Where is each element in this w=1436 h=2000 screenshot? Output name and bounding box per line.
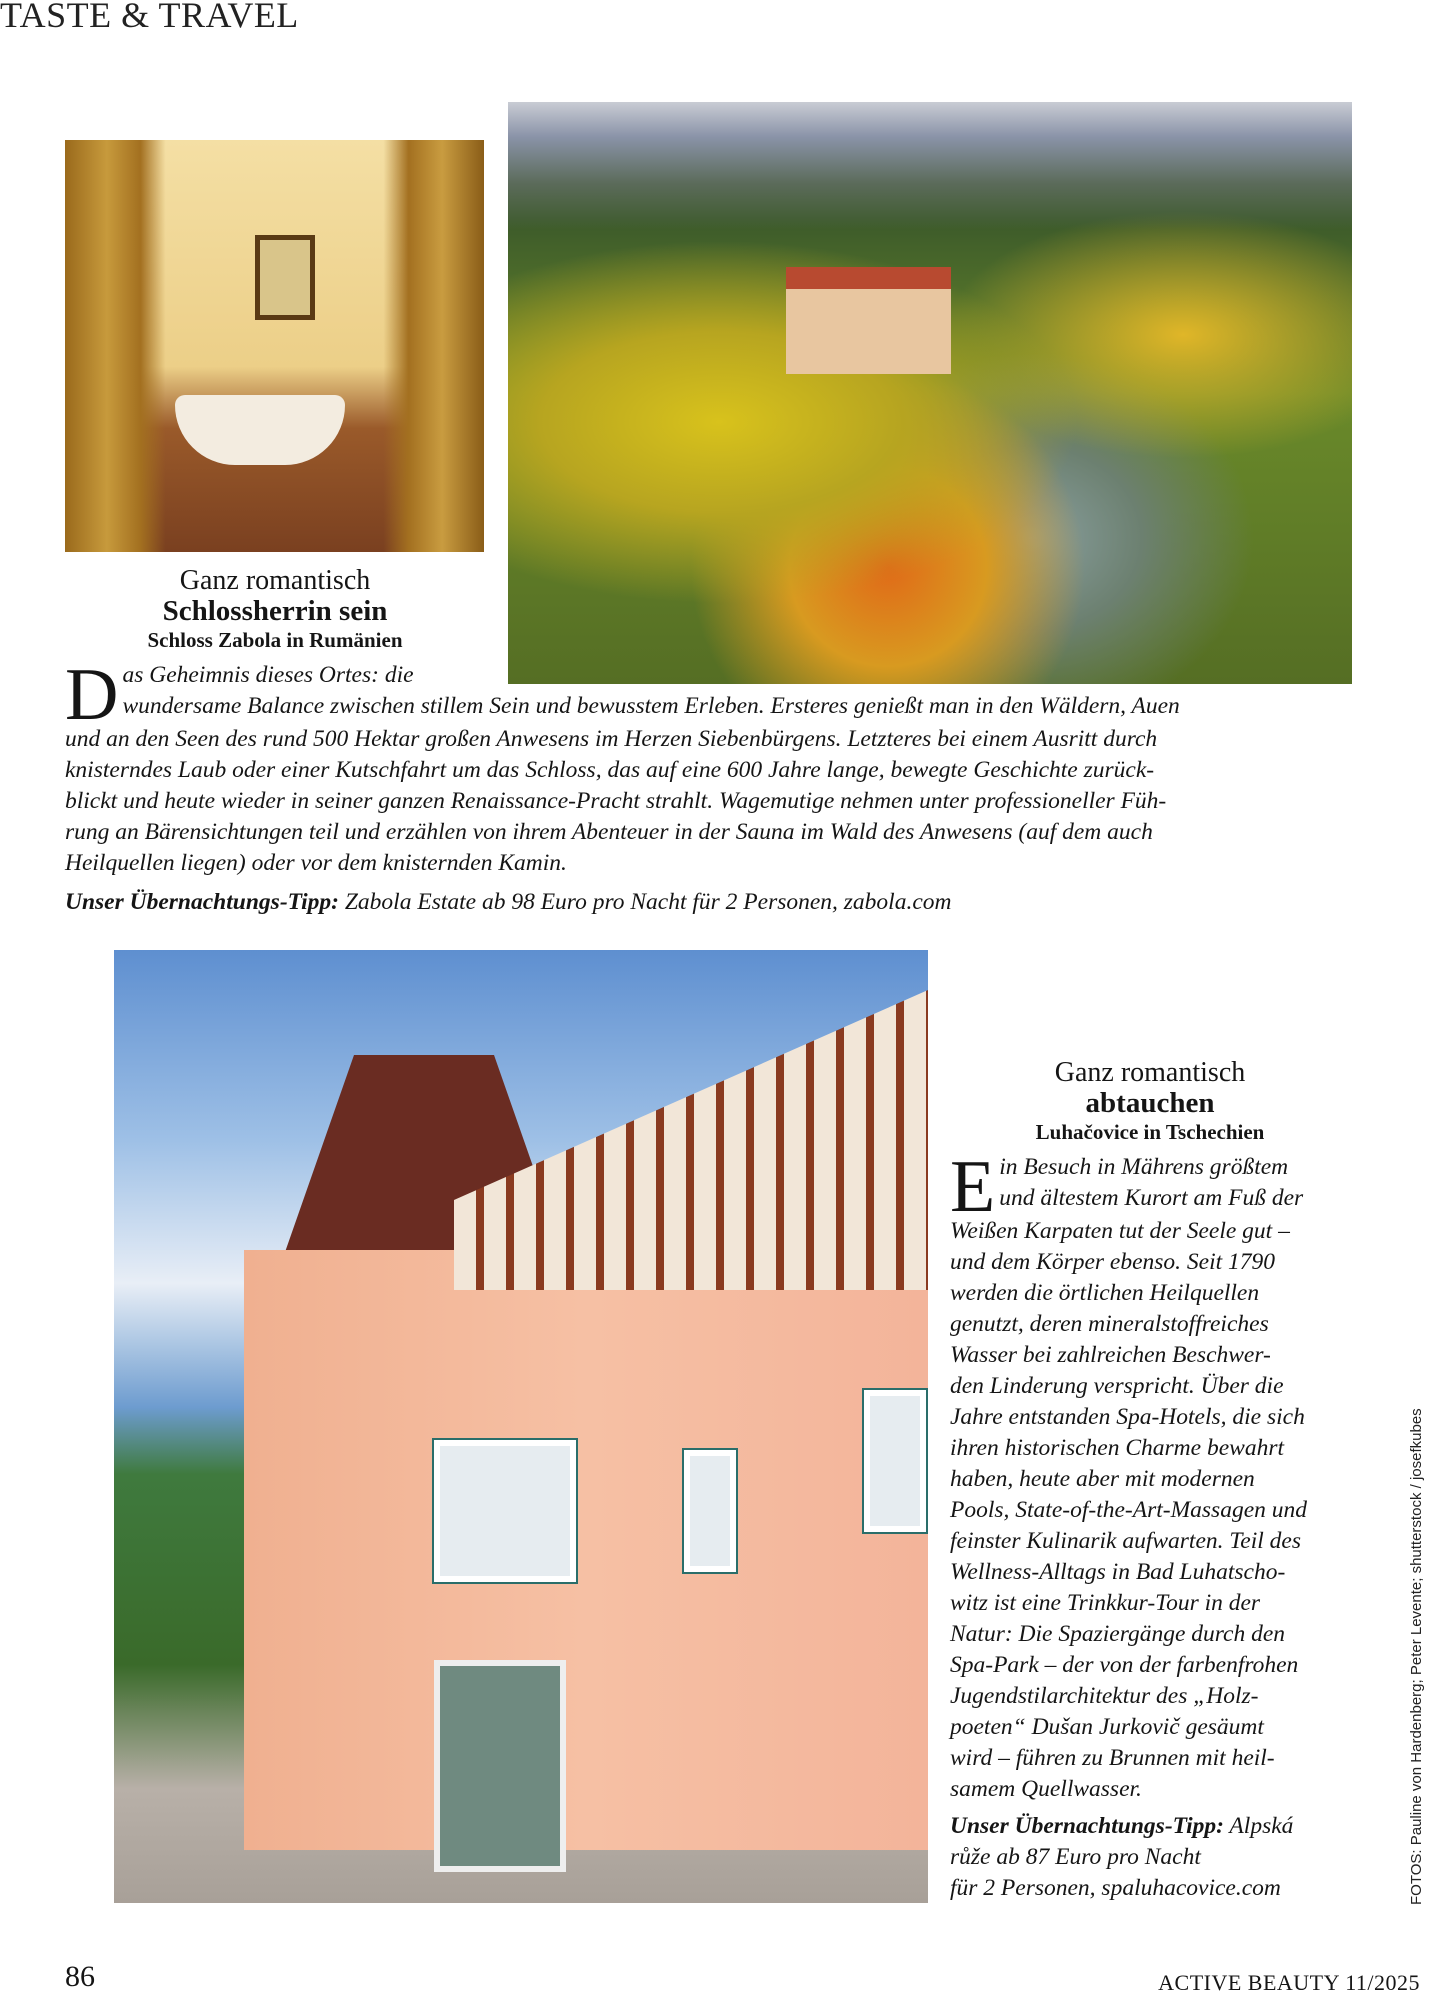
article2-title: abtauchen bbox=[1085, 1087, 1215, 1119]
article1-kicker: Ganz romantisch bbox=[179, 565, 371, 596]
text-line: Wellness-Alltags in Bad Luhatscho- bbox=[950, 1559, 1286, 1585]
text-line: witz ist eine Trinkkur-Tour in der bbox=[950, 1590, 1261, 1616]
text-line: den Linderung verspricht. Über die bbox=[950, 1373, 1284, 1399]
drop-cap: E bbox=[950, 1146, 996, 1228]
text-line: Natur: Die Spaziergänge durch den bbox=[950, 1621, 1286, 1647]
text-line: Jugendstilarchitektur des „Holz- bbox=[950, 1683, 1259, 1709]
castle-landscape-photo bbox=[508, 102, 1352, 684]
text-line: und an den Seen des rund 500 Hektar großen Anwesens im Herzen Siebenbürgens. Letzteres bei einem Ausritt durch bbox=[65, 726, 1158, 752]
article1-body bbox=[65, 654, 1365, 918]
article1-subtitle: Schloss Zabola in Rumänien bbox=[147, 628, 403, 652]
text-line: Pools, State-of-the-Art-Massagen und bbox=[950, 1497, 1308, 1523]
text-line: genutzt, deren mineralstoffreiches bbox=[950, 1311, 1269, 1337]
article2-subtitle: Luhačovice in Tschechien bbox=[1035, 1120, 1265, 1144]
text-line: ihren historischen Charme bewahrt bbox=[950, 1435, 1284, 1461]
page-number: 86 bbox=[65, 1960, 95, 1993]
text-line: wird – führen zu Brunnen mit heil- bbox=[950, 1745, 1275, 1771]
text-line: in Besuch in Mährens größtem bbox=[999, 1154, 1289, 1180]
text-line: Weißen Karpaten tut der Seele gut – bbox=[950, 1218, 1290, 1244]
tip-label: Unser Übernachtungs-Tipp: bbox=[950, 1813, 1224, 1839]
tip-text: für 2 Personen, spaluhacovice.com bbox=[950, 1875, 1281, 1901]
article1-tip bbox=[65, 887, 1365, 918]
text-line: und ältestem Kurort am Fuß der bbox=[999, 1185, 1304, 1211]
text-line: as Geheimnis dieses Ortes: die bbox=[122, 662, 414, 688]
text-line: Spa-Park – der von der farbenfrohen bbox=[950, 1652, 1299, 1678]
text-line: werden die örtlichen Heilquellen bbox=[950, 1280, 1260, 1306]
text-line: feinster Kulinarik aufwarten. Teil des bbox=[950, 1528, 1301, 1554]
drop-cap: D bbox=[65, 654, 119, 736]
text-line: Jahre entstanden Spa-Hotels, die sich bbox=[950, 1404, 1305, 1430]
text-line: haben, heute aber mit modernen bbox=[950, 1466, 1255, 1492]
text-line: rung an Bärensichtungen teil und erzählen von ihrem Abenteuer in der Sauna im Wald des Anwesens (auf dem auch bbox=[65, 819, 1153, 845]
spa-hotel-photo bbox=[114, 950, 928, 1903]
magazine-issue: ACTIVE BEAUTY 11/2025 bbox=[1158, 1970, 1420, 1995]
article1-title: Schlossherrin sein bbox=[162, 595, 388, 627]
text-line: knisterndes Laub oder einer Kutschfahrt um das Schloss, das auf eine 600 Jahre lange, bewegte Geschichte zurück- bbox=[65, 757, 1155, 783]
article2-tip bbox=[950, 1811, 1350, 1904]
article2-body bbox=[950, 1146, 1350, 1904]
bathroom-photo bbox=[65, 140, 484, 552]
article1-heading bbox=[65, 566, 485, 654]
tip-text: Alpská bbox=[1223, 1813, 1294, 1839]
text-line: Heilquellen liegen) oder vor dem knisternden Kamin. bbox=[65, 850, 567, 876]
text-line: Wasser bei zahlreichen Beschwer- bbox=[950, 1342, 1271, 1368]
text-line: und dem Körper ebenso. Seit 1790 bbox=[950, 1249, 1276, 1275]
text-line: blickt und heute wieder in seiner ganzen Renaissance-Pracht strahlt. Wagemutige nehmen unter professioneller Füh- bbox=[65, 788, 1167, 814]
text-line: wundersame Balance zwischen stillem Sein und bewusstem Erleben. Ersteres genießt man in den Wäldern, Auen bbox=[122, 693, 1180, 719]
photo-credit: FOTOS: Pauline von Hardenberg; Peter Levente; shutterstock / josefkubes bbox=[1408, 1408, 1425, 1905]
tip-text: Zabola Estate ab 98 Euro pro Nacht für 2 Personen, zabola.com bbox=[338, 889, 952, 915]
text-line: samem Quellwasser. bbox=[950, 1776, 1142, 1802]
tip-label: Unser Übernachtungs-Tipp: bbox=[65, 889, 339, 915]
article2-kicker: Ganz romantisch bbox=[1054, 1057, 1246, 1088]
text-line: poeten“ Dušan Jurkovič gesäumt bbox=[950, 1714, 1264, 1740]
tip-text: růže ab 87 Euro pro Nacht bbox=[950, 1844, 1201, 1870]
section-header: TASTE & TRAVEL bbox=[0, 0, 299, 35]
article2-heading bbox=[950, 1058, 1350, 1146]
